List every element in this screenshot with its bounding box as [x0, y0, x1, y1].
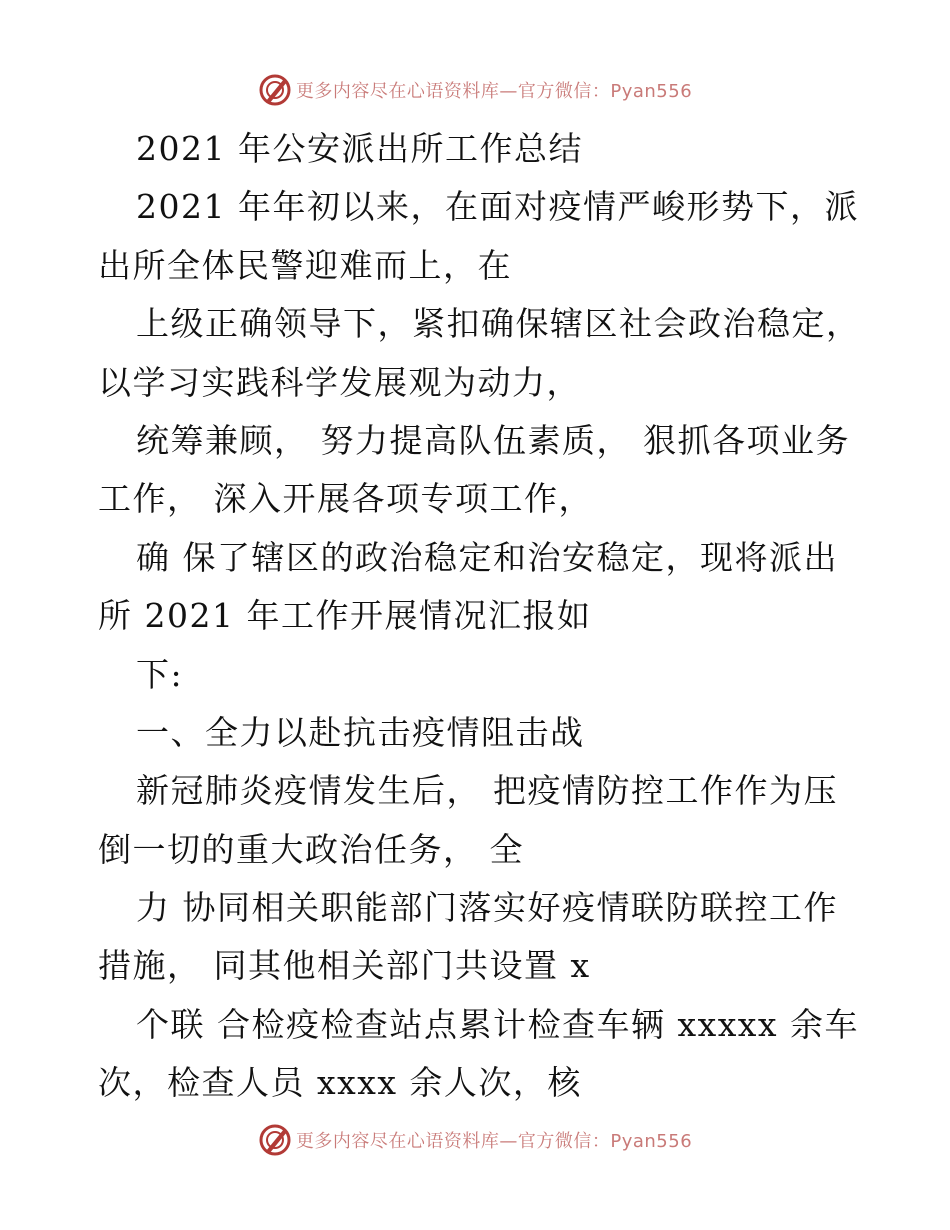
text-line: 上级正确领导下，紧扣确保辖区社会政治稳定，: [136, 304, 861, 344]
text-line: 2021 年公安派出所工作总结: [136, 129, 583, 168]
text-line: 下:: [136, 654, 184, 694]
brush-logo-icon: [258, 1123, 292, 1157]
text-line: 以学习实践科学发展观为动力，: [98, 362, 581, 402]
text-line: 出所全体民警迎难而上，在: [98, 245, 512, 285]
header-watermark: [0, 70, 950, 110]
text-line: 措施， 同其他相关部门共设置 x: [98, 946, 591, 986]
text-line: 统筹兼顾， 努力提高队伍素质， 狠抓各项业务: [136, 420, 850, 460]
footer-watermark: [0, 1120, 950, 1160]
brush-logo-icon: [258, 73, 292, 107]
text-line: 所 2021 年工作开展情况汇报如: [98, 596, 592, 636]
text-line: 次，检查人员 xxxx 余人次，核: [98, 1063, 582, 1103]
watermark-text: 更多内容尽在心语资料库—官方微信：Pyan556: [295, 81, 693, 102]
text-line: 确 保了辖区的政治稳定和治安稳定，现将派出: [136, 537, 838, 577]
text-line: 倒一切的重大政治任务， 全: [98, 829, 524, 869]
text-line: 个联 合检疫检查站点累计检查车辆 xxxxx 余车: [136, 1004, 860, 1044]
text-line: 新冠肺炎疫情发生后， 把疫情防控工作作为压: [136, 771, 838, 811]
text-line: 一、全力以赴抗击疫情阻击战: [136, 712, 585, 752]
text-line: 2021 年年初以来，在面对疫情严峻形势下，派: [136, 187, 859, 227]
document-body: [98, 120, 861, 1113]
text-line: 力 协同相关职能部门落实好疫情联防联控工作: [136, 888, 838, 928]
text-line: 工作， 深入开展各项专项工作，: [98, 479, 593, 519]
watermark-text: 更多内容尽在心语资料库—官方微信：Pyan556: [295, 1131, 693, 1152]
